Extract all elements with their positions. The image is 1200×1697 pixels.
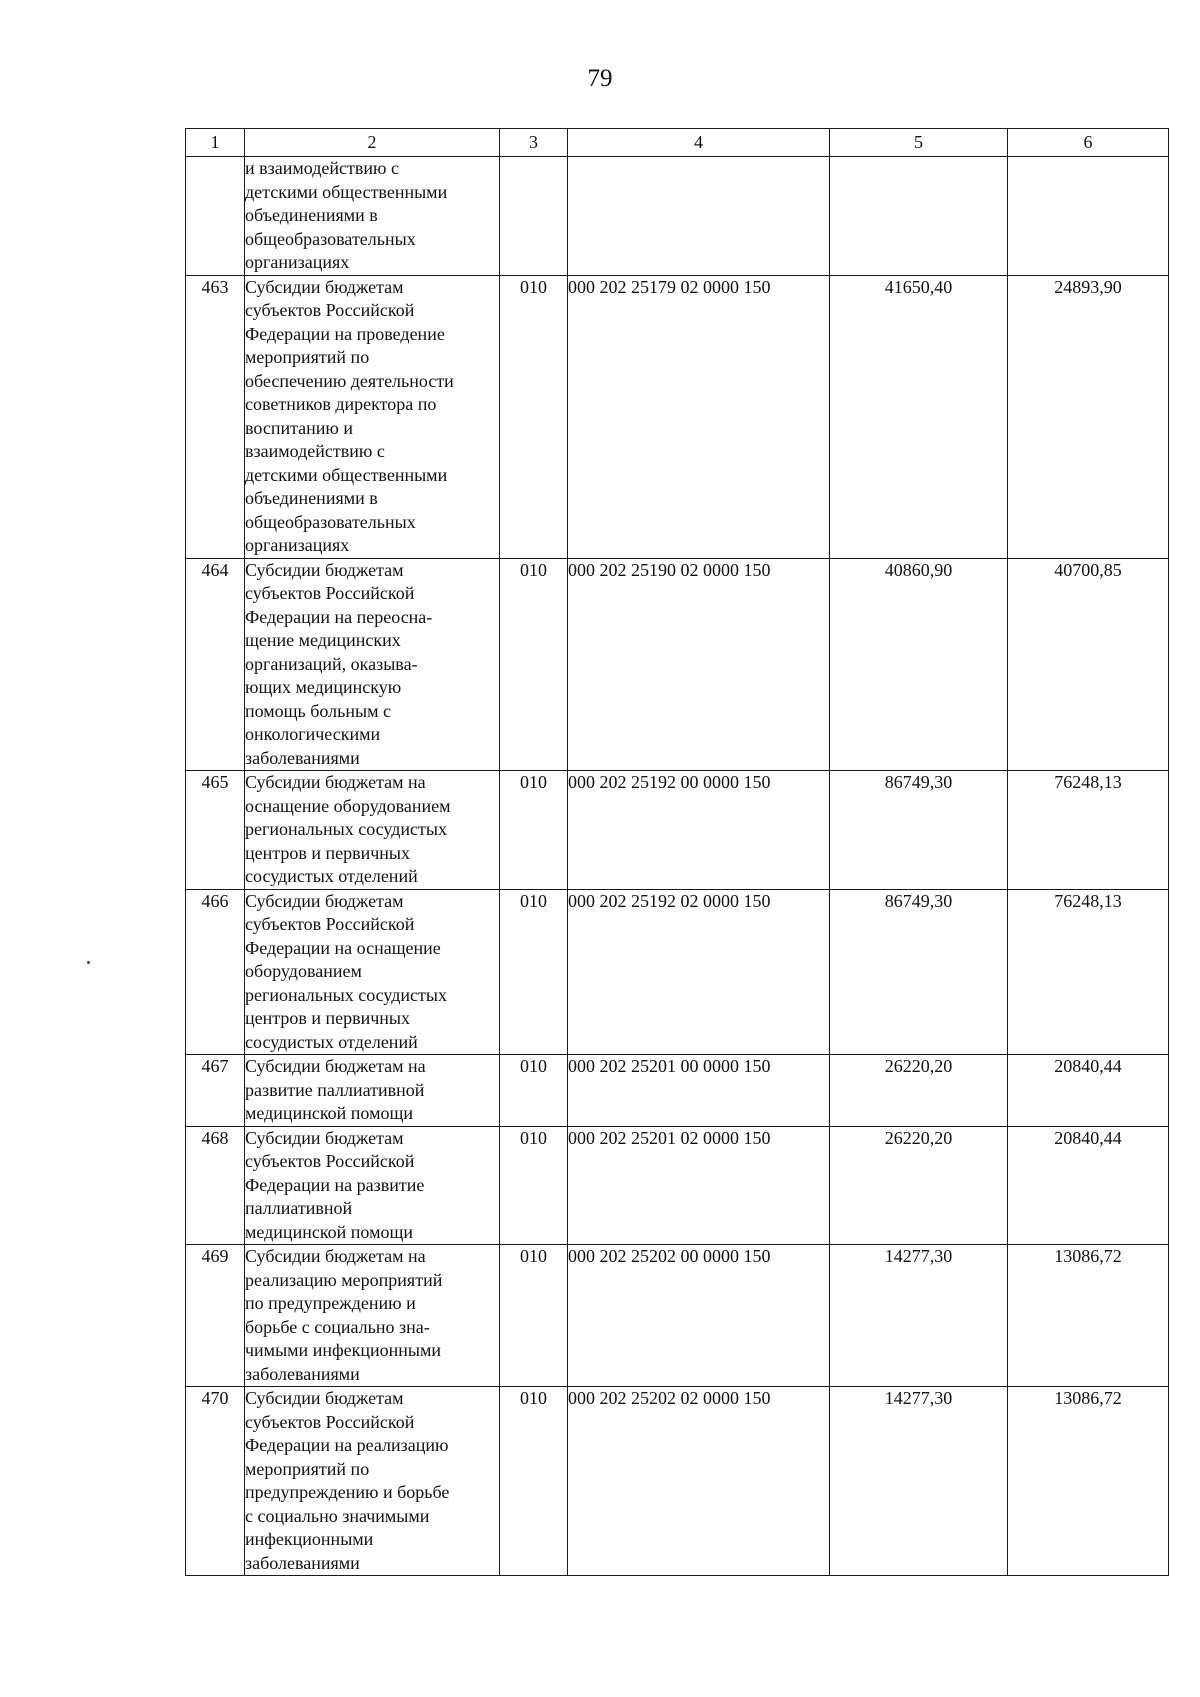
table-row	[186, 771, 1169, 890]
row-name	[245, 1387, 500, 1576]
row-code: 010	[500, 1126, 568, 1245]
name-line: паллиативной	[245, 1198, 353, 1218]
name-line: оснащение оборудованием	[245, 795, 451, 816]
name-line: оборудованием	[245, 961, 362, 981]
continuation-code-cell	[500, 157, 568, 276]
row-name	[245, 275, 500, 558]
row-kbk: 000 202 25192 02 0000 150	[568, 889, 830, 1055]
name-line: субъектов Российской	[245, 300, 415, 320]
name-line: организациях	[245, 252, 350, 272]
name-line: Субсидии бюджетам	[245, 559, 404, 580]
name-line: медицинской помощи	[245, 1103, 413, 1123]
name-line: субъектов Российской	[245, 583, 415, 603]
name-line: Федерации на оснащение	[245, 937, 441, 958]
col-header-6: 6	[1008, 129, 1169, 157]
page-number: 79	[587, 65, 613, 92]
row-number: 470	[186, 1387, 245, 1576]
name-line: мероприятий по	[245, 347, 370, 367]
name-line: региональных сосудистых	[245, 819, 447, 839]
col-header-1: 1	[186, 129, 245, 157]
row-value-col5: 86749,30	[830, 889, 1008, 1055]
continuation-v2-cell	[1008, 157, 1169, 276]
row-name	[245, 889, 500, 1055]
name-line: детскими общественными	[245, 181, 448, 202]
name-line: субъектов Российской	[245, 1151, 415, 1171]
row-code: 010	[500, 1055, 568, 1127]
name-line: инфекционными	[245, 1529, 374, 1549]
name-line: чимыми инфекционными	[245, 1340, 442, 1360]
row-code: 010	[500, 889, 568, 1055]
row-code: 010	[500, 558, 568, 771]
name-line: организаций, оказыва-	[245, 653, 418, 674]
name-line: заболеваниями	[245, 747, 360, 768]
name-line: Субсидии бюджетам на	[245, 1056, 426, 1076]
row-code: 010	[500, 275, 568, 558]
name-line: объединениями в	[245, 205, 378, 225]
row-value-col6: 20840,44	[1008, 1126, 1169, 1245]
row-value-col5: 26220,20	[830, 1055, 1008, 1127]
name-line: заболеваниями	[245, 1363, 360, 1384]
name-line: организациях	[245, 535, 350, 555]
col-header-2: 2	[245, 129, 500, 157]
name-line: общеобразовательных	[245, 228, 416, 249]
name-line: медицинской помощи	[245, 1221, 413, 1242]
col-header-3: 3	[500, 129, 568, 157]
name-line: борьбе с социально зна-	[245, 1316, 430, 1337]
table-row	[186, 1245, 1169, 1387]
row-code: 010	[500, 1387, 568, 1576]
table-row	[186, 1387, 1169, 1576]
name-line: объединениями в	[245, 488, 378, 508]
name-line: воспитанию и	[245, 417, 353, 438]
budget-table	[185, 128, 1169, 1576]
row-name	[245, 771, 500, 890]
row-name	[245, 1126, 500, 1245]
name-line: советников директора по	[245, 394, 437, 414]
row-value-col5: 86749,30	[830, 771, 1008, 890]
name-line: мероприятий по	[245, 1458, 370, 1479]
name-line: субъектов Российской	[245, 1411, 415, 1432]
name-line: Федерации на реализацию	[245, 1435, 449, 1455]
name-line: заболеваниями	[245, 1552, 360, 1573]
name-line: онкологическими	[245, 724, 381, 744]
name-line: общеобразовательных	[245, 511, 416, 532]
continuation-kbk-cell	[568, 157, 830, 276]
name-line: Федерации на проведение	[245, 323, 445, 344]
row-value-col5: 14277,30	[830, 1387, 1008, 1576]
table-header-row	[186, 129, 1169, 157]
row-value-col5: 41650,40	[830, 275, 1008, 558]
name-line: сосудистых отделений	[245, 866, 418, 886]
row-number: 466	[186, 889, 245, 1055]
row-value-col5: 14277,30	[830, 1245, 1008, 1387]
name-line: Субсидии бюджетам	[245, 1127, 404, 1148]
col-header-4: 4	[568, 129, 830, 157]
name-line: ющих медицинскую	[245, 677, 402, 697]
row-number: 467	[186, 1055, 245, 1127]
continuation-row	[186, 157, 1169, 276]
name-line: региональных сосудистых	[245, 984, 447, 1005]
row-name	[245, 1245, 500, 1387]
name-line: центров и первичных	[245, 1008, 411, 1028]
table-body	[186, 157, 1169, 1576]
name-line: предупреждению и борьбе	[245, 1482, 450, 1502]
row-value-col6: 20840,44	[1008, 1055, 1169, 1127]
col-header-5: 5	[830, 129, 1008, 157]
name-line: Субсидии бюджетам на	[245, 1246, 426, 1266]
name-line: с социально значимыми	[245, 1505, 430, 1526]
row-kbk: 000 202 25201 02 0000 150	[568, 1126, 830, 1245]
name-line: помощь больным с	[245, 700, 391, 721]
row-kbk: 000 202 25190 02 0000 150	[568, 558, 830, 771]
table-row	[186, 889, 1169, 1055]
row-number: 469	[186, 1245, 245, 1387]
name-line: Субсидии бюджетам на	[245, 772, 426, 792]
name-line: и взаимодействию с	[245, 158, 399, 178]
row-value-col5: 26220,20	[830, 1126, 1008, 1245]
row-value-col6: 76248,13	[1008, 889, 1169, 1055]
name-line: Субсидии бюджетам	[245, 1388, 404, 1408]
row-kbk: 000 202 25202 00 0000 150	[568, 1245, 830, 1387]
row-value-col6: 13086,72	[1008, 1245, 1169, 1387]
table-row	[186, 1126, 1169, 1245]
name-line: Субсидии бюджетам	[245, 890, 404, 911]
row-kbk: 000 202 25179 02 0000 150	[568, 275, 830, 558]
name-line: обеспечению деятельности	[245, 370, 454, 391]
row-value-col6: 76248,13	[1008, 771, 1169, 890]
name-line: Федерации на переосна-	[245, 606, 433, 627]
name-line: центров и первичных	[245, 842, 411, 863]
row-kbk: 000 202 25202 02 0000 150	[568, 1387, 830, 1576]
row-number: 463	[186, 275, 245, 558]
name-line: по предупреждению и	[245, 1293, 416, 1313]
row-name	[245, 558, 500, 771]
name-line: взаимодействию с	[245, 441, 385, 461]
name-line: сосудистых отделений	[245, 1031, 418, 1052]
name-line: щение медицинских	[245, 630, 401, 650]
row-code: 010	[500, 1245, 568, 1387]
row-value-col6: 40700,85	[1008, 558, 1169, 771]
table-row	[186, 558, 1169, 771]
name-line: субъектов Российской	[245, 914, 415, 934]
row-value-col5: 40860,90	[830, 558, 1008, 771]
name-line: Федерации на развитие	[245, 1174, 425, 1195]
row-number: 465	[186, 771, 245, 890]
name-line: развитие паллиативной	[245, 1079, 425, 1100]
continuation-v1-cell	[830, 157, 1008, 276]
name-line: реализацию мероприятий	[245, 1269, 443, 1290]
row-number: 464	[186, 558, 245, 771]
scan-speck	[87, 961, 90, 964]
row-number: 468	[186, 1126, 245, 1245]
table-row	[186, 1055, 1169, 1127]
row-kbk: 000 202 25192 00 0000 150	[568, 771, 830, 890]
name-line: детскими общественными	[245, 464, 448, 485]
continuation-name-cell	[245, 157, 500, 276]
table-row	[186, 275, 1169, 558]
row-value-col6: 13086,72	[1008, 1387, 1169, 1576]
row-value-col6: 24893,90	[1008, 275, 1169, 558]
name-line: Субсидии бюджетам	[245, 276, 404, 297]
continuation-num-cell	[186, 157, 245, 276]
row-kbk: 000 202 25201 00 0000 150	[568, 1055, 830, 1127]
row-code: 010	[500, 771, 568, 890]
row-name	[245, 1055, 500, 1127]
